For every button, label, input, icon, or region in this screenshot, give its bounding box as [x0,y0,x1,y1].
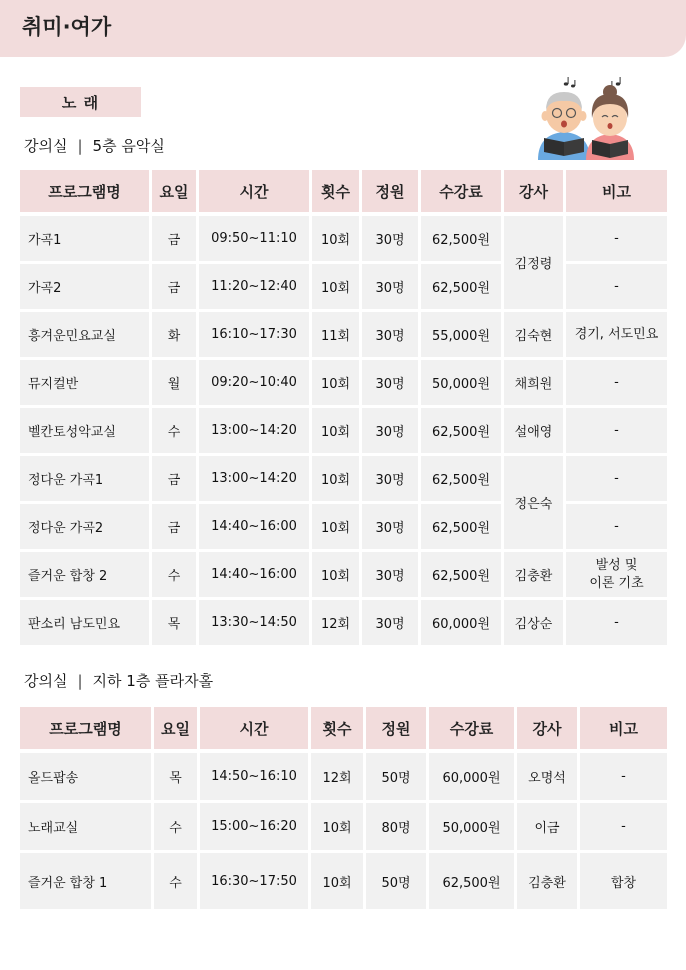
note-cell: - [566,504,667,552]
fee-cell: 60,000원 [429,753,517,803]
room-separator: | [77,672,83,690]
program-name: 가곡1 [20,216,152,264]
col-header-note: 비고 [580,707,667,753]
note-cell: - [580,803,667,853]
fee-cell: 62,500원 [421,504,504,552]
fee-cell: 62,500원 [421,216,504,264]
note-cell: - [566,456,667,504]
day-cell: 수 [154,853,200,912]
table-row [20,753,667,803]
time-cell: 13:00~14:20 [199,456,312,504]
fee-cell: 62,500원 [421,552,504,600]
col-header-fee: 수강료 [429,707,517,753]
note-cell: - [566,264,667,312]
note-cell: - [566,216,667,264]
table-header-row [20,170,667,216]
capacity-cell: 50명 [366,753,429,803]
col-header-count: 횟수 [312,170,362,216]
capacity-cell: 30명 [362,360,421,408]
col-header-program: 프로그램명 [20,170,152,216]
program-name: 올드팝송 [20,753,154,803]
time-cell: 09:50~11:10 [199,216,312,264]
col-header-fee: 수강료 [421,170,504,216]
subject-tag: 노 래 [20,87,141,117]
note-line: 이론 기초 [589,575,644,591]
time-cell: 16:10~17:30 [199,312,312,360]
fee-cell: 60,000원 [421,600,504,648]
count-cell: 10회 [312,552,362,600]
program-name: 가곡2 [20,264,152,312]
time-cell: 14:40~16:00 [199,552,312,600]
day-cell: 금 [152,456,199,504]
room-name: 5층 음악실 [92,137,165,155]
program-name: 정다운 가곡1 [20,456,152,504]
capacity-cell: 80명 [366,803,429,853]
count-cell: 10회 [312,360,362,408]
table-row [20,312,667,360]
teacher-cell: 김정령 [504,216,566,312]
note-cell [566,552,667,600]
program-name: 즐거운 합창 1 [20,853,154,912]
elderly-couple-singing-icon [530,76,640,160]
count-cell: 10회 [312,408,362,456]
day-cell: 목 [154,753,200,803]
capacity-cell: 50명 [366,853,429,912]
capacity-cell: 30명 [362,408,421,456]
fee-cell: 55,000원 [421,312,504,360]
table-row [20,456,667,504]
capacity-cell: 30명 [362,312,421,360]
teacher-cell: 오명석 [517,753,580,803]
teacher-cell: 김상순 [504,600,566,648]
count-cell: 10회 [312,216,362,264]
fee-cell: 62,500원 [421,408,504,456]
col-header-capacity: 정원 [366,707,429,753]
program-name: 판소리 남도민요 [20,600,152,648]
capacity-cell: 30명 [362,456,421,504]
col-header-capacity: 정원 [362,170,421,216]
time-cell: 14:50~16:10 [200,753,311,803]
program-name: 노래교실 [20,803,154,853]
teacher-cell: 채희원 [504,360,566,408]
table-header-row [20,707,667,753]
col-header-teacher: 강사 [517,707,580,753]
col-header-day: 요일 [152,170,199,216]
col-header-program: 프로그램명 [20,707,154,753]
time-cell: 16:30~17:50 [200,853,311,912]
table-row [20,552,667,600]
teacher-cell: 설애영 [504,408,566,456]
day-cell: 화 [152,312,199,360]
room-label-1 [24,135,165,156]
note-cell: 경기, 서도민요 [566,312,667,360]
schedule-table-plaza-hall [20,707,667,912]
program-name: 뮤지컬반 [20,360,152,408]
time-cell: 13:30~14:50 [199,600,312,648]
table-row [20,600,667,648]
col-header-teacher: 강사 [504,170,566,216]
room-separator: | [77,137,83,155]
program-name: 벨칸토성악교실 [20,408,152,456]
note-cell: - [580,753,667,803]
day-cell: 수 [154,803,200,853]
capacity-cell: 30명 [362,552,421,600]
table-row [20,360,667,408]
table-row [20,264,667,312]
note-cell: - [566,360,667,408]
room-prefix: 강의실 [24,137,68,155]
note-line: 발성 및 [595,557,638,573]
capacity-cell: 30명 [362,504,421,552]
teacher-cell: 정은숙 [504,456,566,552]
count-cell: 11회 [312,312,362,360]
page-header [0,0,686,57]
fee-cell: 62,500원 [421,264,504,312]
table-row [20,504,667,552]
col-header-note: 비고 [566,170,667,216]
room-prefix: 강의실 [24,672,68,690]
time-cell: 15:00~16:20 [200,803,311,853]
day-cell: 수 [152,408,199,456]
day-cell: 월 [152,360,199,408]
time-cell: 13:00~14:20 [199,408,312,456]
capacity-cell: 30명 [362,264,421,312]
col-header-time: 시간 [199,170,312,216]
room-label-2 [24,670,213,691]
count-cell: 10회 [312,504,362,552]
count-cell: 10회 [311,853,366,912]
fee-cell: 50,000원 [421,360,504,408]
program-name: 정다운 가곡2 [20,504,152,552]
program-name: 흥겨운민요교실 [20,312,152,360]
col-header-time: 시간 [200,707,311,753]
note-cell: - [566,408,667,456]
count-cell: 12회 [312,600,362,648]
fee-cell: 50,000원 [429,803,517,853]
table-row [20,803,667,853]
count-cell: 10회 [311,803,366,853]
teacher-cell: 김충환 [504,552,566,600]
time-cell: 11:20~12:40 [199,264,312,312]
fee-cell: 62,500원 [421,456,504,504]
day-cell: 수 [152,552,199,600]
capacity-cell: 30명 [362,216,421,264]
program-name: 즐거운 합창 2 [20,552,152,600]
table-row [20,216,667,264]
col-header-count: 횟수 [311,707,366,753]
teacher-cell: 이금 [517,803,580,853]
time-cell: 09:20~10:40 [199,360,312,408]
count-cell: 12회 [311,753,366,803]
capacity-cell: 30명 [362,600,421,648]
table-row [20,408,667,456]
time-cell: 14:40~16:00 [199,504,312,552]
note-cell: 합창 [580,853,667,912]
teacher-cell: 김숙현 [504,312,566,360]
table-row [20,853,667,912]
note-cell: - [566,600,667,648]
day-cell: 금 [152,264,199,312]
schedule-table-music-room [20,170,667,648]
day-cell: 목 [152,600,199,648]
day-cell: 금 [152,504,199,552]
fee-cell: 62,500원 [429,853,517,912]
count-cell: 10회 [312,264,362,312]
teacher-cell: 김충환 [517,853,580,912]
count-cell: 10회 [312,456,362,504]
day-cell: 금 [152,216,199,264]
page-title: 취미·여가 [22,15,112,39]
col-header-day: 요일 [154,707,200,753]
room-name: 지하 1층 플라자홀 [92,672,214,690]
